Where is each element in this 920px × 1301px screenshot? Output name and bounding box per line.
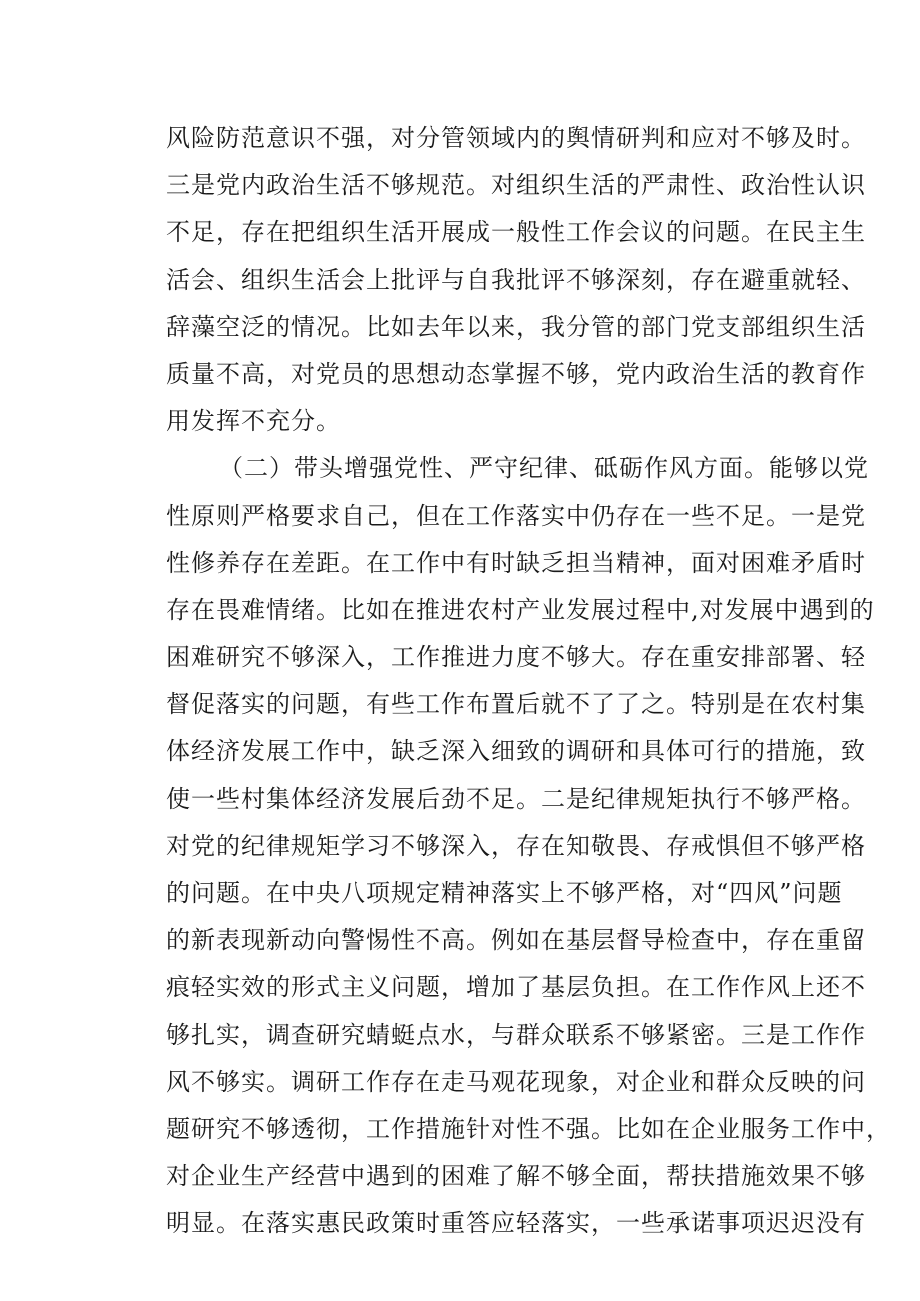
text-line: 题研究不够透彻，工作措施针对性不强。比如在企业服务工作中，	[166, 1114, 891, 1143]
text-line: 痕轻实效的形式主义问题，增加了基层负担。在工作作风上还不	[166, 973, 866, 1002]
text-line: 性修养存在差距。在工作中有时缺乏担当精神，面对困难矛盾时	[166, 548, 866, 577]
text-line: 用发挥不充分。	[166, 407, 341, 436]
text-line: 辞藻空泛的情况。比如去年以来，我分管的部门党支部组织生活	[166, 312, 866, 341]
text-line: 的新表现新动向警惕性不高。例如在基层督导检查中，存在重留	[166, 926, 866, 955]
text-line: 质量不高，对党员的思想动态掌握不够，党内政治生活的教育作	[166, 359, 866, 388]
section-heading-line: （二）带头增强党性、严守纪律、砥砺作风方面。能够以党	[219, 454, 869, 483]
text-line: 三是党内政治生活不够规范。对组织生活的严肃性、政治性认识	[166, 171, 866, 200]
text-line: 使一些村集体经济发展后劲不足。二是纪律规矩执行不够严格。	[166, 784, 866, 813]
text-line: 体经济发展工作中，缺乏深入细致的调研和具体可行的措施，致	[166, 737, 866, 766]
text-line: 不足，存在把组织生活开展成一般性工作会议的问题。在民主生	[166, 218, 866, 247]
text-line: 性原则严格要求自己，但在工作落实中仍存在一些不足。一是党	[166, 501, 866, 530]
text-line: 督促落实的问题，有些工作布置后就不了了之。特别是在农村集	[166, 690, 866, 719]
text-line: 存在畏难情绪。比如在推进农村产业发展过程中,对发展中遇到的	[166, 595, 875, 624]
text-line: 对企业生产经营中遇到的困难了解不够全面，帮扶措施效果不够	[166, 1162, 866, 1191]
document-body	[166, 115, 891, 1248]
text-line: 风不够实。调研工作存在走马观花现象，对企业和群众反映的问	[166, 1067, 866, 1096]
text-line: 困难研究不够深入，工作推进力度不够大。存在重安排部署、轻	[166, 643, 866, 672]
text-line: 风险防范意识不强，对分管领域内的舆情研判和应对不够及时。	[166, 124, 866, 152]
text-line: 的问题。在中央八项规定精神落实上不够严格，对“四风”问题	[166, 879, 843, 907]
text-line: 对党的纪律规矩学习不够深入，存在知敬畏、存戒惧但不够严格	[166, 831, 866, 860]
text-line: 活会、组织生活会上批评与自我批评不够深刻，存在避重就轻、	[166, 265, 866, 294]
text-line: 够扎实，调查研究蜻蜓点水，与群众联系不够紧密。三是工作作	[166, 1020, 866, 1049]
text-line: 明显。在落实惠民政策时重答应轻落实，一些承诺事项迟迟没有	[166, 1209, 866, 1238]
